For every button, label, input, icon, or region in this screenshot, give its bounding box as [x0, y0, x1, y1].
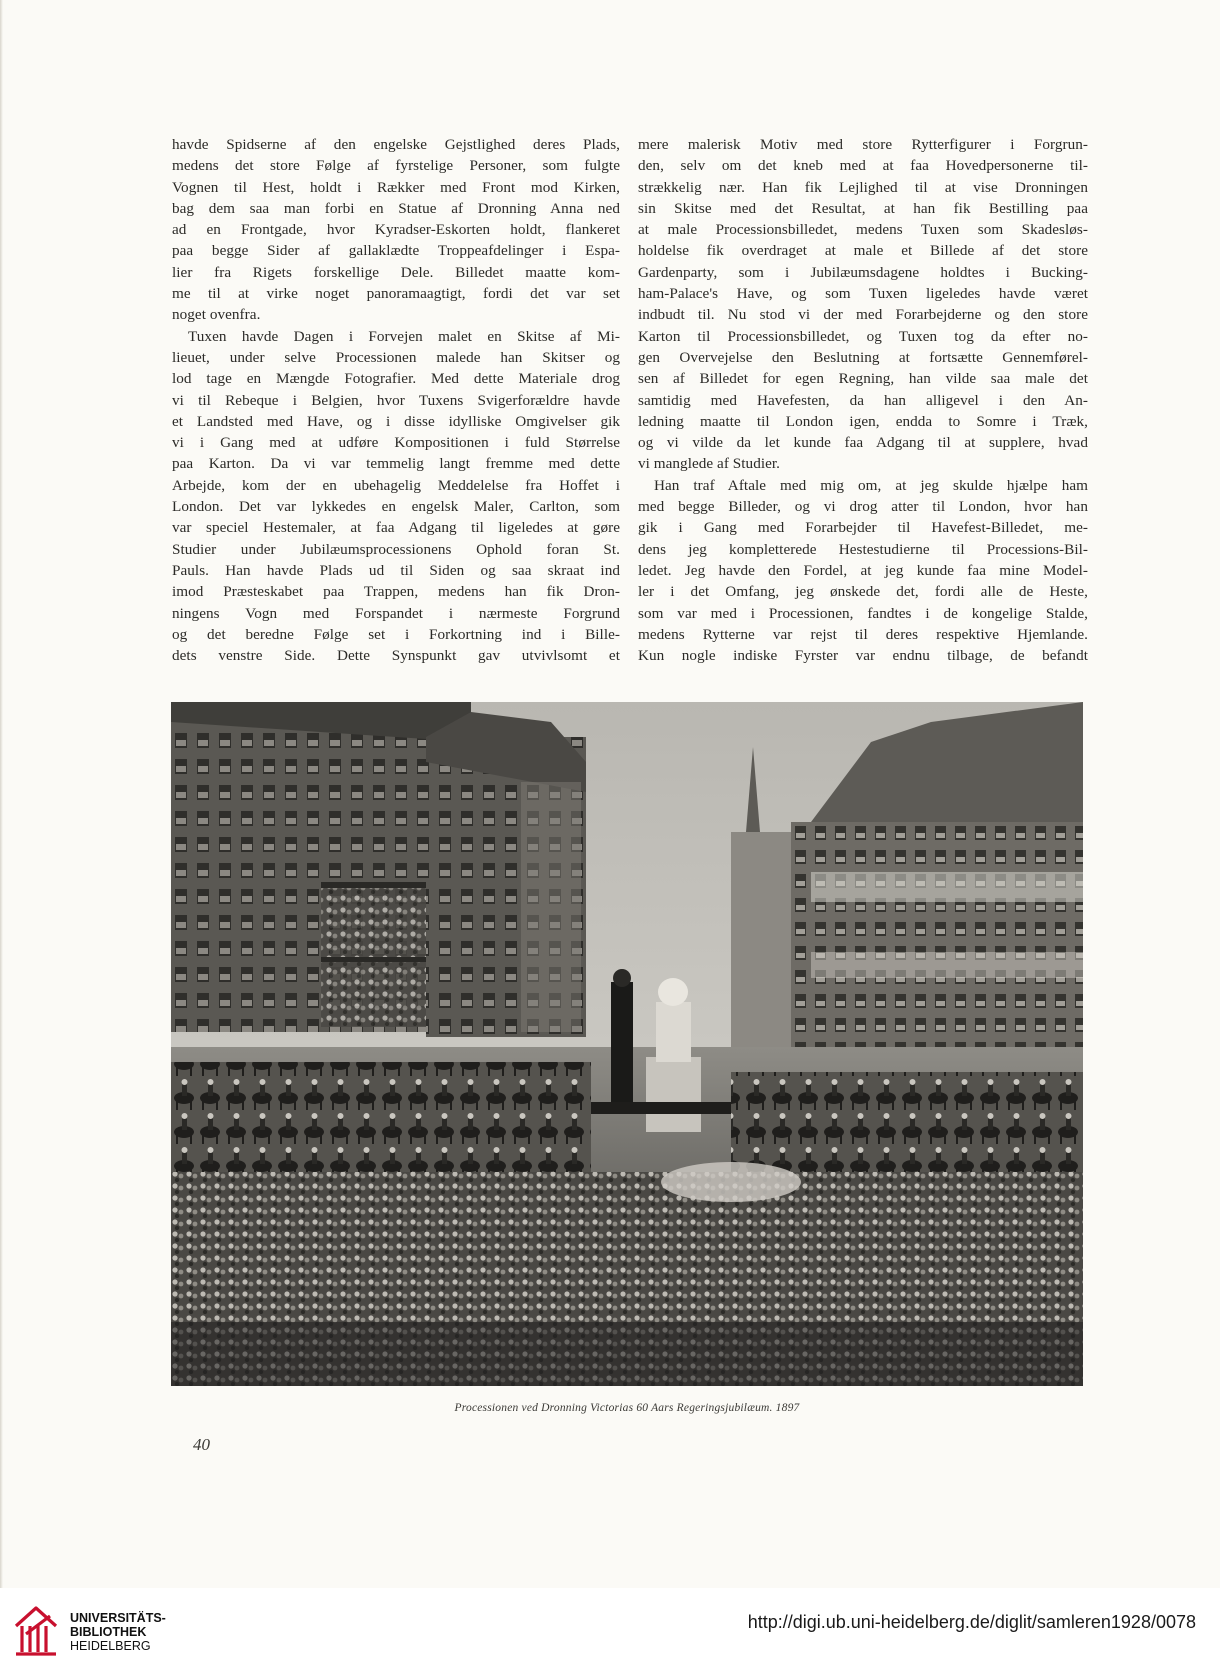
text-line: lieuet, under selve Processionen malede han Skitser og [172, 348, 620, 366]
text-line: ler i det Omfang, jeg ønskede det, fordi alle de Heste, [638, 583, 1088, 601]
text-line: paa Karton. Da vi var temmelig langt fremme med dette [172, 455, 620, 473]
text-line: London. Det var lykkedes en engelsk Maler, Carlton, som [172, 498, 620, 516]
university-library-logo-icon [12, 1602, 62, 1660]
text-line: paa begge Sider af gallaklædte Troppeafdelinger i Espa- [172, 242, 620, 260]
text-line: sin Skitse med det Resultat, at han fik Bestilling paa [638, 199, 1088, 217]
procession-painting-plate [171, 702, 1083, 1386]
text-line: samtidig med Havefesten, da han alligevel i den An- [638, 391, 1088, 409]
text-column-left [172, 134, 620, 666]
text-line: medens Rytterne var rejst til deres respektive Hjemlande. [638, 625, 1088, 643]
text-line: var speciel Hestemaler, at faa Adgang til ligeledes at gøre [172, 519, 620, 537]
text-line: den, selv om det kneb med at faa Hovedpersonerne til- [638, 157, 1088, 175]
text-line: med begge Billeder, og vi drog atter til London, hvor han [638, 498, 1088, 516]
text-line: ledet. Jeg havde den Fordel, at jeg kunde faa mine Model- [638, 561, 1088, 579]
library-name-line: HEIDELBERG [70, 1639, 151, 1653]
figure-caption: Processionen ved Dronning Victorias 60 Aars Regeringsjubilæum. 1897 [454, 1402, 800, 1414]
text-line: og det beredne Følge set i Forkortning ind i Bille- [172, 625, 620, 643]
library-name-line: UNIVERSITÄTS- [70, 1611, 166, 1625]
text-line: gik i Gang med Forarbejder til Havefest-Billedet, me- [638, 519, 1088, 537]
text-line: et Landsted med Have, og i disse idylliske Omgivelser gik [172, 412, 620, 430]
text-line: og vi vilde da let kunde faa Adgang til at supplere, hvad [638, 434, 1088, 452]
library-footer [0, 1588, 1220, 1676]
text-line: Pauls. Han havde Plads ud til Siden og saa skraat ind [172, 561, 620, 579]
text-line: medens det store Følge af fyrstelige Personer, som fulgte [172, 157, 620, 175]
text-line: lier fra Rigets forskellige Dele. Billedet maatte kom- [172, 263, 620, 281]
text-line: Arbejde, kom der en ubehagelig Meddelelse fra Hoffet i [172, 476, 620, 494]
text-line: Tuxen havde Dagen i Forvejen malet en Skitse af Mi- [188, 327, 620, 345]
text-line: ningens Vogn med Forspandet i nærmeste Forgrund [172, 604, 620, 622]
text-line: gen Overvejelse den Beslutning at fortsætte Gennemførel- [638, 348, 1088, 366]
text-column-right [638, 134, 1088, 666]
text-line: dens jeg kompletterede Hestestudierne til Processions-Bil- [638, 540, 1088, 558]
page-edge-shadow [0, 0, 3, 1588]
text-line: vi manglede af Studier. [638, 455, 781, 473]
text-line: ad en Frontgade, hvor Kyradser-Eskorten holdt, flankeret [172, 221, 620, 239]
text-line: som var med i Processionen, fandtes i de kongelige Stalde, [638, 604, 1088, 622]
text-line: Karton til Processionsbilledet, og Tuxen tog da efter no- [638, 327, 1088, 345]
text-line: noget ovenfra. [172, 306, 261, 324]
permalink-url[interactable]: http://digi.ub.uni-heidelberg.de/diglit/samleren1928/0078 [747, 1612, 1196, 1632]
text-line: dets venstre Side. Dette Synspunkt gav utvivlsomt et [172, 647, 620, 665]
text-line: bag dem saa man forbi en Statue af Dronning Anna ned [172, 199, 620, 217]
text-line: Kun nogle indiske Fyrster var endnu tilbage, de befandt [638, 647, 1088, 665]
text-line: imod Præsteskabet paa Trappen, medens han fik Dron- [172, 583, 620, 601]
text-line: at male Processionsbilledet, medens Tuxen som Skadesløs- [638, 221, 1088, 239]
text-line: holdelse fik overdraget at male et Billede af det store [638, 242, 1088, 260]
text-line: Vognen til Hest, holdt i Rækker med Front mod Kirken, [172, 178, 620, 196]
library-name [70, 1611, 166, 1653]
library-name-line: BIBLIOTHEK [70, 1625, 147, 1639]
text-line: havde Spidserne af den engelske Gejstlighed deres Plads, [172, 136, 620, 153]
page-number: 40 [193, 1435, 210, 1454]
text-line: Gardenparty, som i Jubilæumsdagene holdtes i Bucking- [638, 263, 1088, 281]
procession-painting-illustration [171, 702, 1083, 1386]
text-line: ham-Palace's Have, og som Tuxen ligeledes havde været [638, 285, 1088, 303]
text-line: strækkelig nær. Han fik Lejlighed til at vise Dronningen [638, 178, 1088, 196]
text-line: me til at virke noget panoramaagtigt, fordi det var set [172, 285, 620, 303]
text-line: Studier under Jubilæumsprocessionens Ophold foran St. [172, 540, 620, 558]
text-line: vi i Gang med at udføre Kompositionen i fuld Størrelse [172, 434, 620, 452]
text-line: indbudt til. Nu stod vi der med Forarbejderne og den store [638, 306, 1088, 324]
text-line: sen af Billedet for egen Regning, han vilde saa male det [638, 370, 1088, 388]
text-line: lod tage en Mængde Fotografier. Med dette Materiale drog [172, 370, 620, 388]
text-line: ledning maatte til London igen, endda to Somre i Træk, [638, 412, 1088, 430]
text-line: Han traf Aftale med mig om, at jeg skulde hjælpe ham [654, 476, 1088, 494]
text-line: mere malerisk Motiv med store Rytterfigurer i Forgrun- [638, 136, 1088, 153]
text-line: vi til Rebeque i Belgien, hvor Tuxens Svigerforældre havde [172, 391, 620, 409]
